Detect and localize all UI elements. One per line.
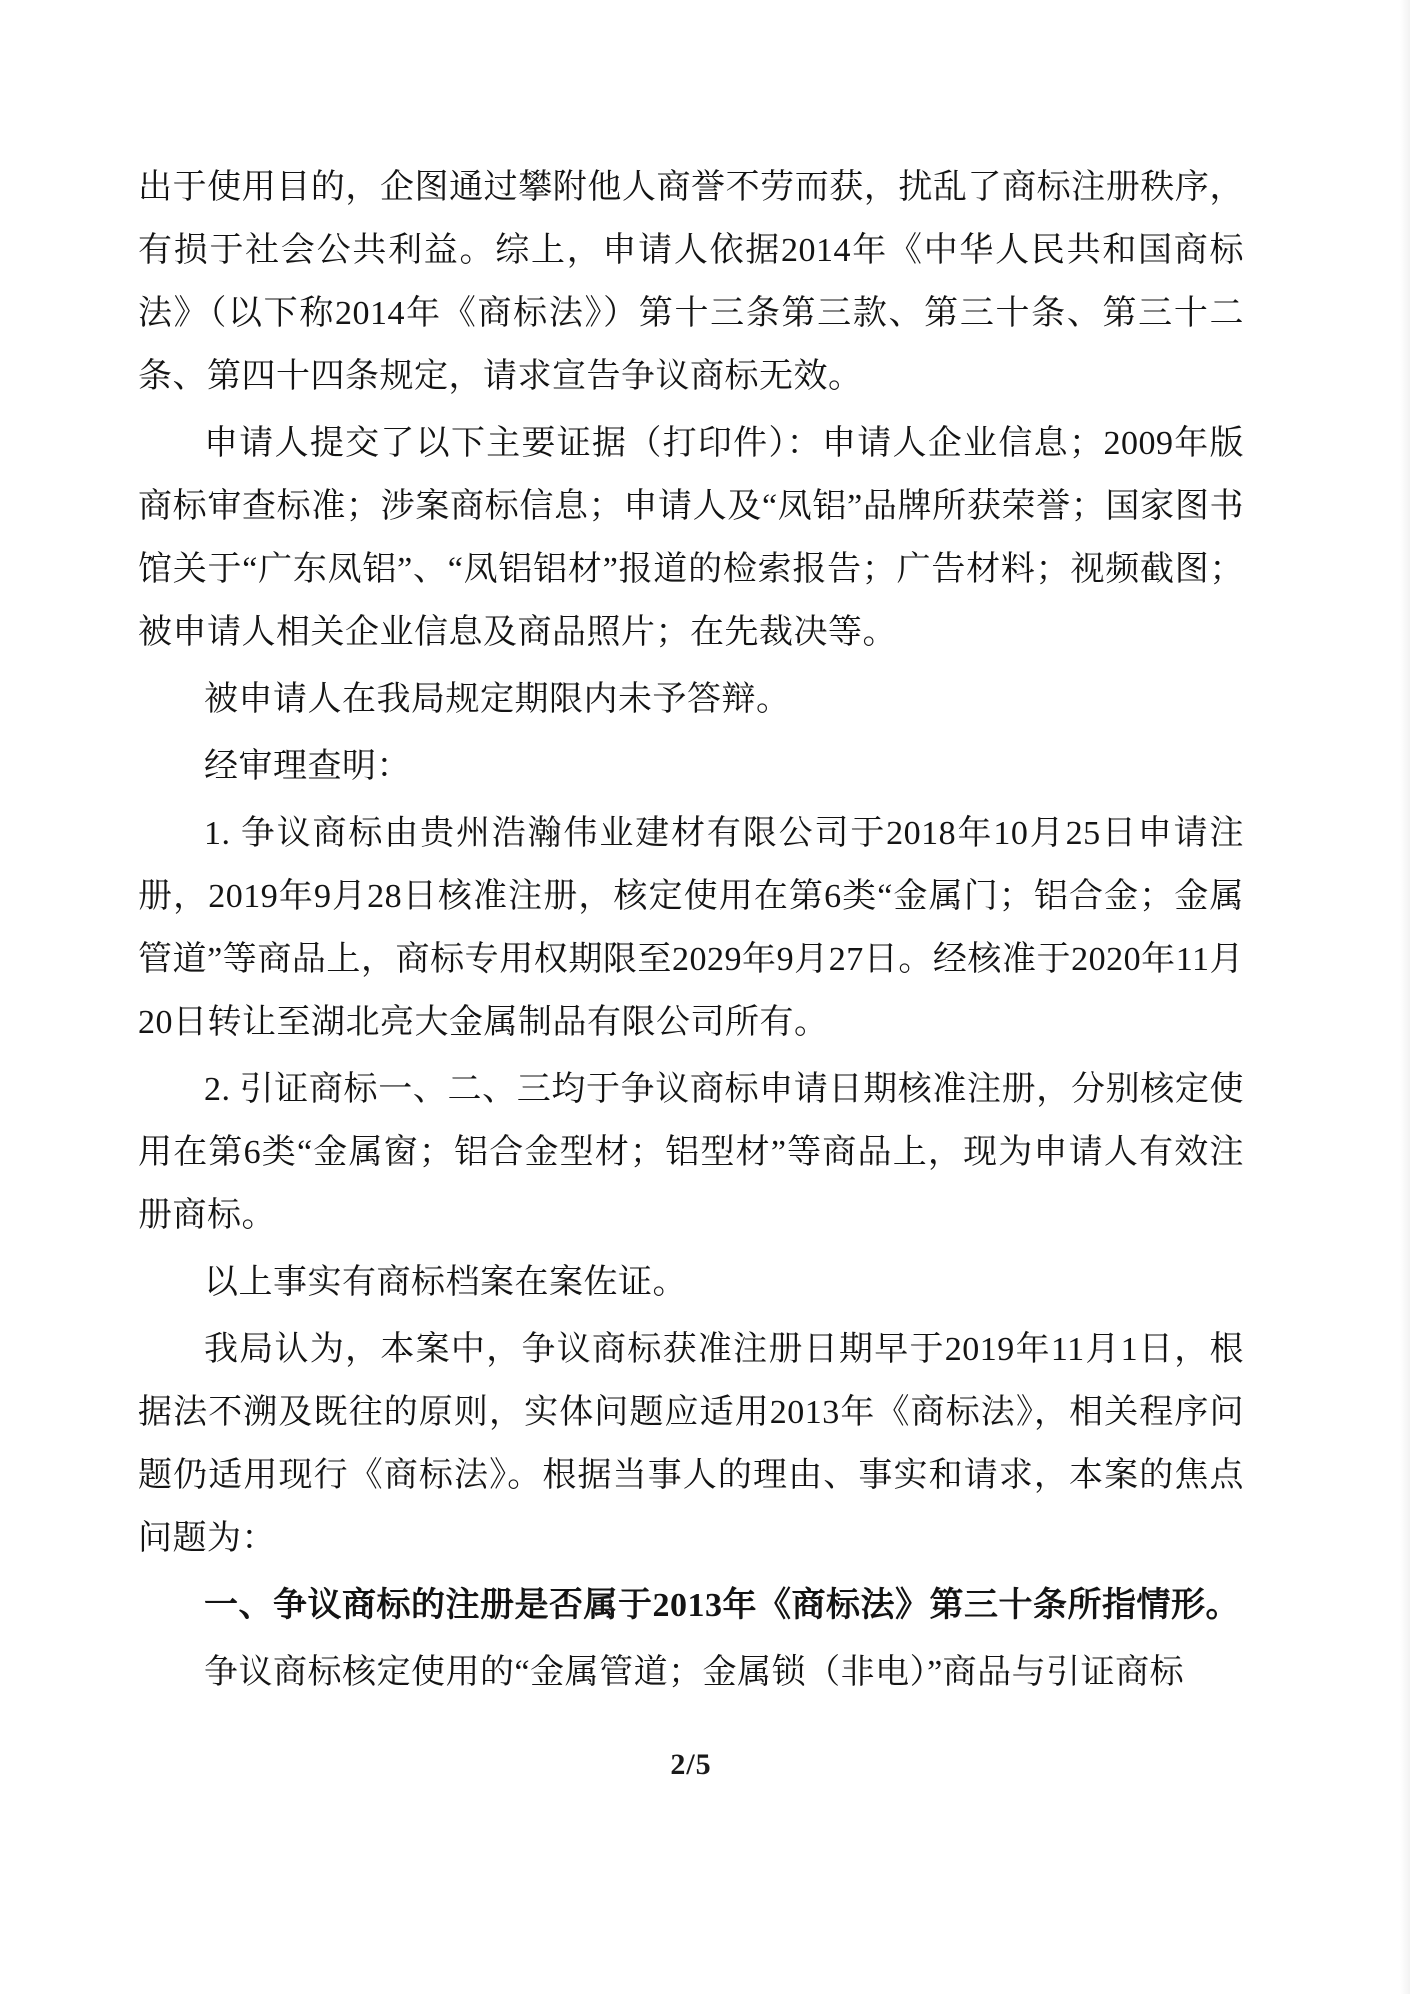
paragraph-respondent-no-reply: 被申请人在我局规定期限内未予答辩。	[204, 681, 791, 718]
paragraph-finding-1-disputed-mark: 1. 争议商标由贵州浩瀚伟业建材有限公司于2018年10月25日申请注册，2019年9月28日核准注册，核定使用在第6类“金属门；铝合金；金属管道”等商品上，商标专用权期限至2029年9月27日。经核准于2020年11月20日转让至湖北亮大金属制品有限公司所有。	[138, 815, 1244, 1041]
scan-edge-shadow	[1400, 0, 1410, 1994]
focus-issue-heading: 一、争议商标的注册是否属于2013年《商标法》第三十条所指情形。	[204, 1587, 1240, 1624]
page-number: 2/5	[670, 1748, 712, 1781]
paragraph-finding-2-cited-marks: 2. 引证商标一、二、三均于争议商标申请日期核准注册，分别核定使用在第6类“金属窗；铝合金型材；铝型材”等商品上，现为申请人有效注册商标。	[138, 1071, 1244, 1234]
paragraph-facts-supported: 以上事实有商标档案在案佐证。	[204, 1264, 687, 1301]
document-body	[138, 156, 1244, 1704]
paragraph-bureau-opinion: 我局认为，本案中，争议商标获准注册日期早于2019年11月1日，根据法不溯及既往的原则，实体问题应适用2013年《商标法》，相关程序问题仍适用现行《商标法》。根据当事人的理由、事实和请求，本案的焦点问题为：	[138, 1331, 1244, 1557]
paragraph-applicant-evidence: 申请人提交了以下主要证据（打印件）：申请人企业信息；2009年版商标审查标准；涉案商标信息；申请人及“凤铝”品牌所获荣誉；国家图书馆关于“广东凤铝”、“凤铝铝材”报道的检索报告；广告材料；视频截图；被申请人相关企业信息及商品照片；在先裁决等。	[138, 425, 1244, 651]
paragraph-findings-heading: 经审理查明：	[204, 748, 411, 785]
paragraph-continuation-legal-basis: 出于使用目的，企图通过攀附他人商誉不劳而获，扰乱了商标注册秩序，有损于社会公共利益。综上，申请人依据2014年《中华人民共和国商标法》（以下称2014年《商标法》）第十三条第三款、第三十条、第三十二条、第四十四条规定，请求宣告争议商标无效。	[138, 169, 1244, 395]
paragraph-issue-analysis: 争议商标核定使用的“金属管道；金属锁（非电）”商品与引证商标	[204, 1654, 1185, 1691]
